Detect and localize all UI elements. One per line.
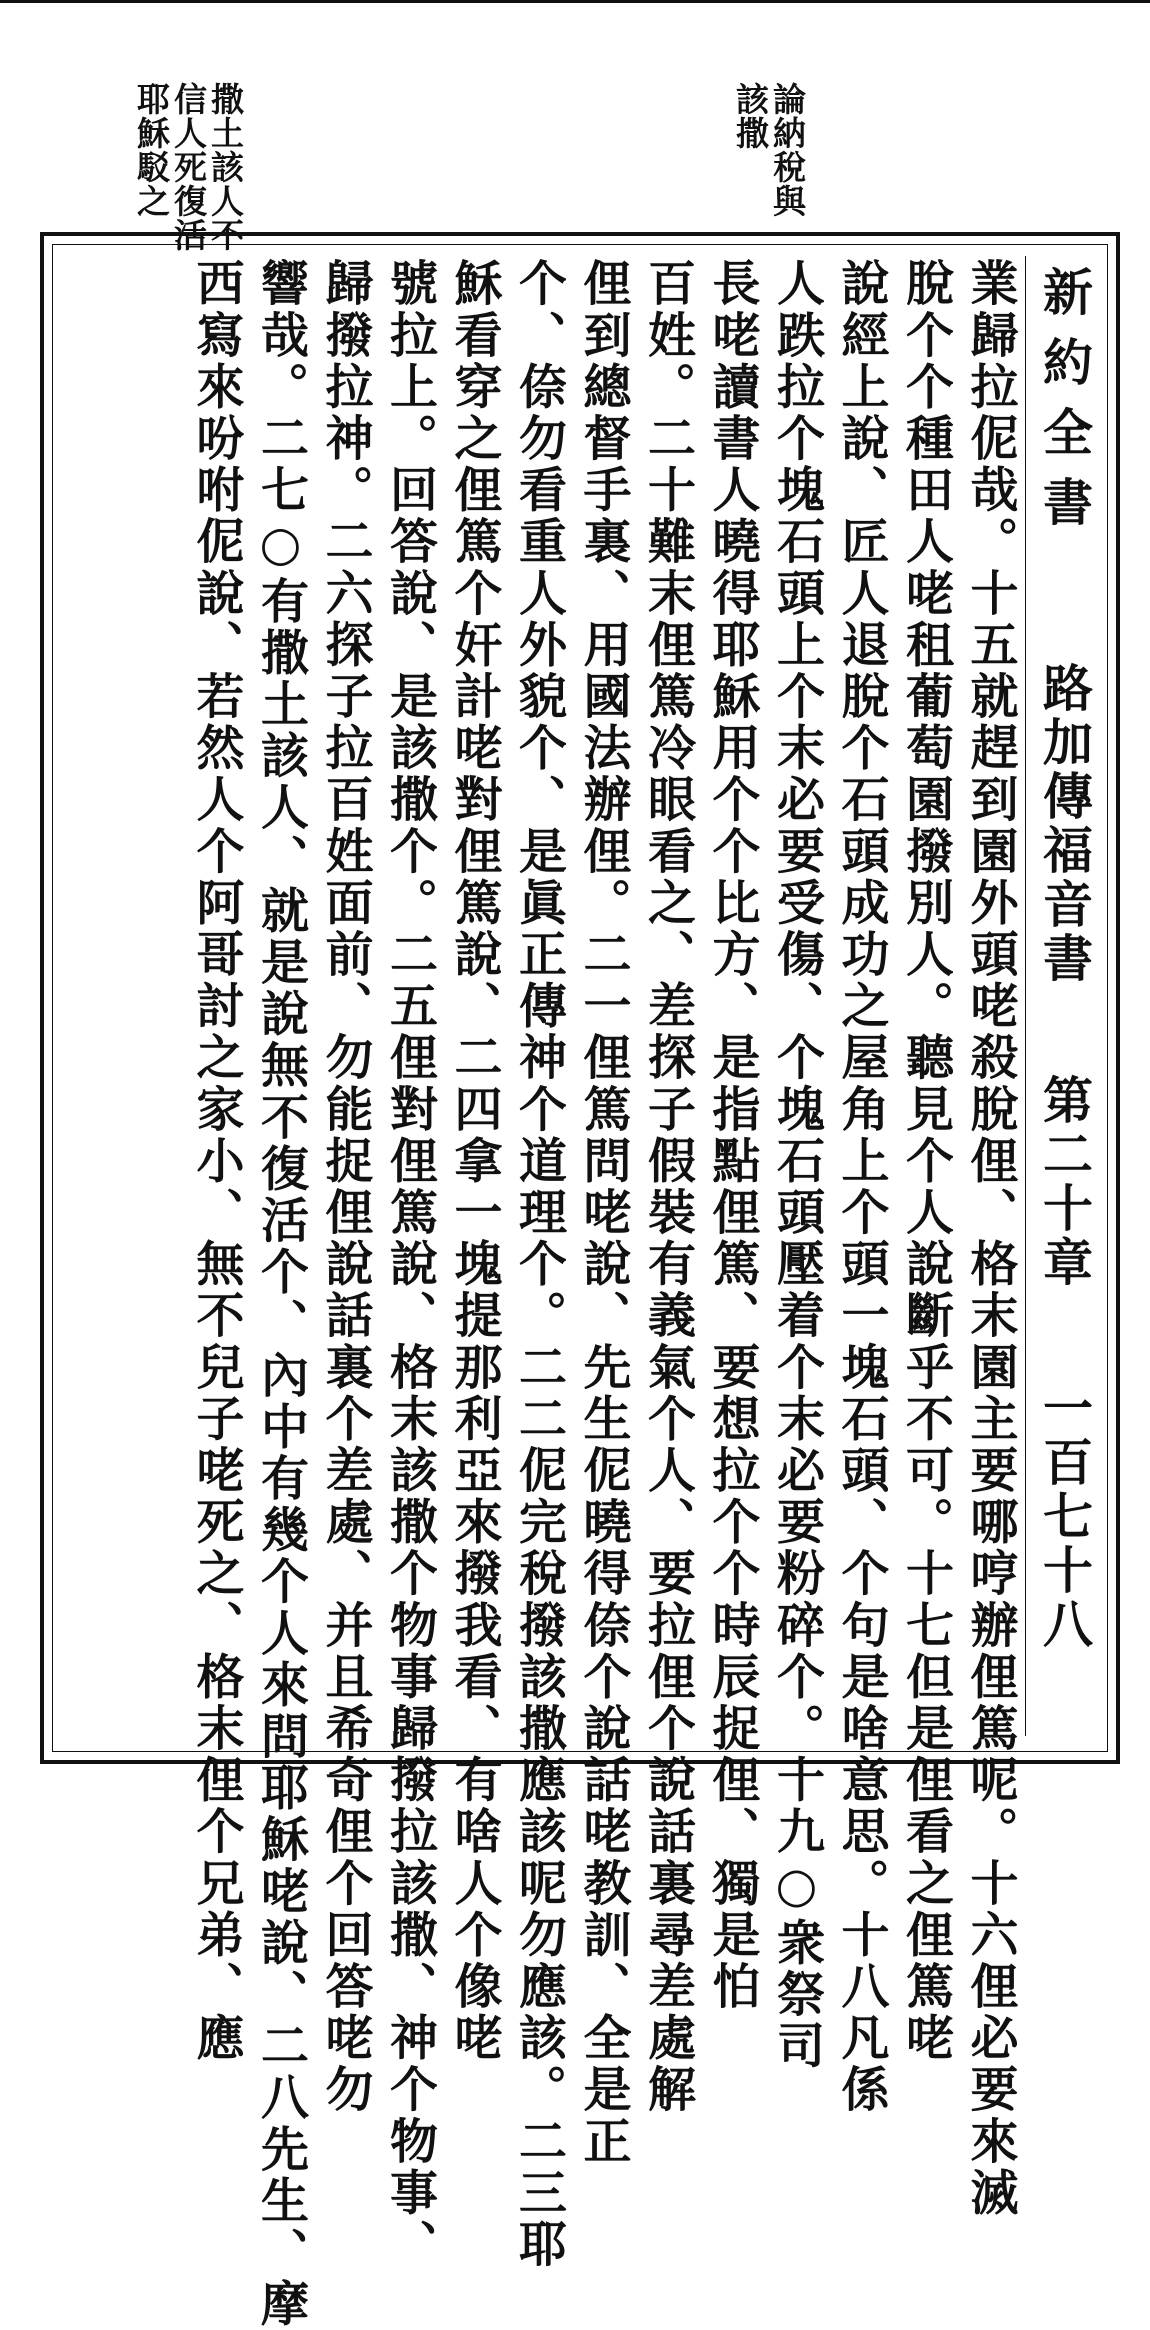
text-column: 西寫來吩咐伲說、若然人个阿哥討之家小、無不兒子咾死之、格末俚个兄弟、應 [188, 258, 244, 2064]
text-column: 个、倷勿看重人外貌个、是眞正傳神个道理个。二二伲完稅撥該撒應該呢勿應該。二三耶 [510, 258, 567, 2271]
text-column: 百姓。二十難末俚篤冷眼看之、差探子假裝有義氣个人、要拉俚个說話裏尋差處解 [639, 258, 696, 2116]
text-column: 響哉。二七○有撒土該人、就是說無不復活个、內中有幾个人來問耶穌咾說、二八先生、摩 [252, 258, 309, 2330]
text-column: 脫个个種田人咾租葡萄園撥別人。聽見个人說斷乎不可。十七但是俚看之俚篤咾 [897, 258, 954, 2064]
book-name: 路加傳福音書 [1035, 662, 1094, 986]
text-column: 人跌拉个塊石頭上个末必要受傷、个塊石頭壓着个末必要粉碎个。十九○衆祭司 [768, 258, 825, 2072]
margin-note-tax: 論納稅與該撒 [731, 82, 807, 218]
text-column: 號拉上。回答說、是該撒个。二五俚對俚篤說、格末該撒个物事歸撥拉該撒、神个物事、 [381, 258, 438, 2271]
margin-note-resurrection: 撒土該人不信人死復活耶穌駁之 [132, 82, 245, 252]
top-edge-line [0, 0, 1150, 17]
text-column: 說經上說、匠人退脫个石頭成功之屋角上个頭一塊石頭、个句是啥意思。十八凡係 [833, 258, 889, 2116]
running-header [1025, 256, 1101, 1736]
text-column: 長咾讀書人曉得耶穌用个个比方、是指點俚篤、要想拉个个時辰捉俚、獨是怕 [704, 258, 760, 2013]
text-column: 穌看穿之俚篤个奸計咾對俚篤說、二四拿一塊提那利亞來撥我看、有啥人个像咾 [446, 258, 502, 2064]
text-column: 俚到總督手裏、用國法辦俚。二一俚篤問咾說、先生伲曉得倷个說話咾教訓、全是正 [575, 258, 631, 2168]
chapter-number: 第二十章 [1035, 1074, 1094, 1290]
text-column: 歸撥拉神。二六探子拉百姓面前、勿能捉俚說話裏个差處、并且希奇俚个回答咾勿 [317, 258, 373, 2116]
text-column: 業歸拉伲哉。十五就趕到園外頭咾殺脫俚、格末園主要哪哼辦俚篤呢。十六俚必要來滅 [962, 258, 1018, 2219]
book-title: 新約全書 [1035, 266, 1094, 546]
page-number: 一百七十八 [1035, 1382, 1094, 1652]
scripture-text [184, 258, 1023, 2330]
